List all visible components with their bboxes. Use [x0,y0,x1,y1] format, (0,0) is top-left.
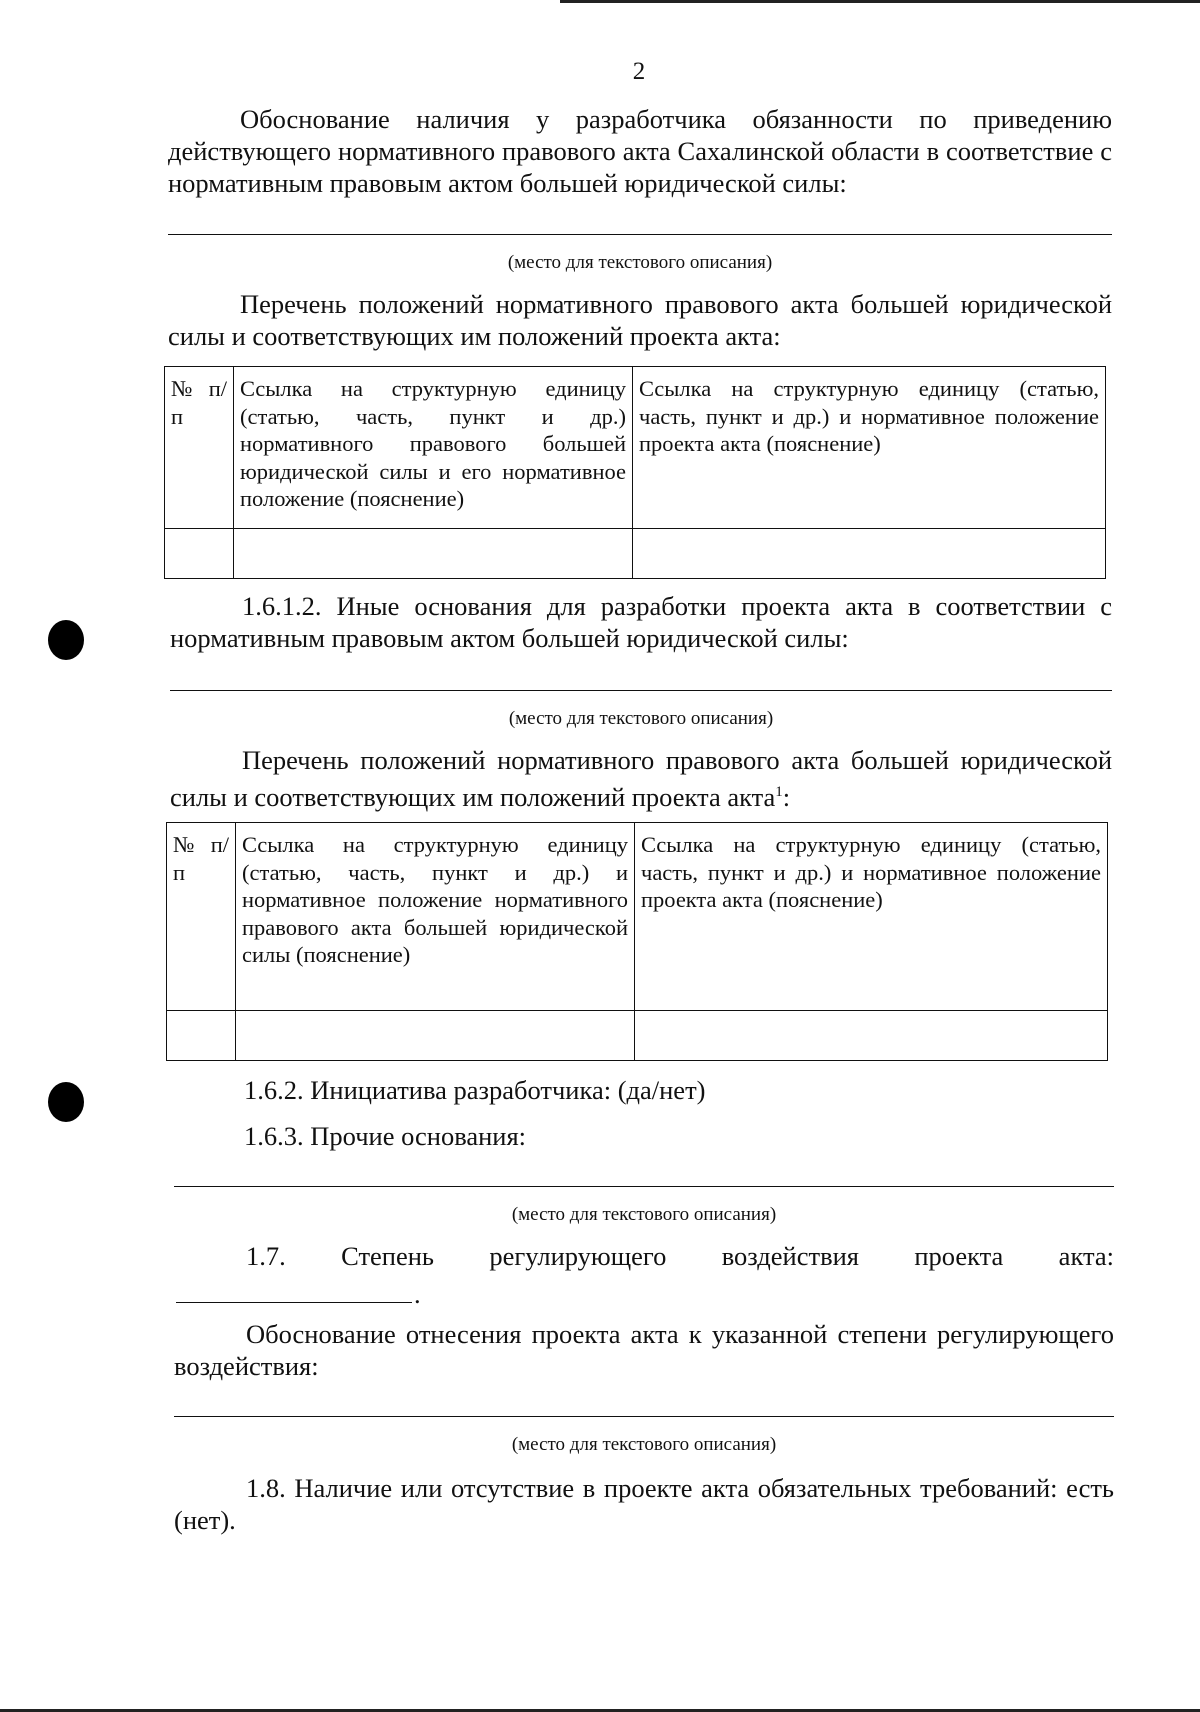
section-1-6-3-paragraph: 1.6.3. Прочие основания: [244,1121,527,1151]
provisions-table [166,822,1108,1061]
table-row [165,529,1106,579]
table-cell[interactable] [635,1011,1108,1061]
table-header-row [167,823,1108,1011]
table-header-cell: Ссылка на структурную единицу (статью, часть, пункт и др.) нормативного правового большей юридической силы и его нормативное положение (пояснение) [234,367,633,529]
table-cell[interactable] [633,529,1106,579]
table-header-cell: Ссылка на структурную единицу (статью, часть, пункт и др.) и нормативное положение проекта акта (пояснение) [635,823,1108,1011]
provisions-table [164,366,1106,579]
table-row [167,1011,1108,1061]
table-cell[interactable] [234,529,633,579]
table-header-cell: № п/п [167,823,236,1011]
degree-line-period: . [414,1279,421,1309]
punch-hole-icon [48,1082,84,1122]
list-intro-text: Перечень положений нормативного правового акта большей юридической силы и соответствующих им положений проекта акта [170,745,1112,812]
footnote-mark: 1 [775,784,783,800]
degree-justification-paragraph: Обоснование отнесения проекта акта к указанной степени регулирующего воздействия: [174,1319,1114,1381]
section-1-7-paragraph: 1.7. Степень регулирующего воздействия проекта акта: [246,1241,1114,1271]
table-header-cell: Ссылка на структурную единицу (статью, часть, пункт и др.) и нормативное положение нормативного правового акта большей юридической силы (пояснение) [236,823,635,1011]
table-header-row [165,367,1106,529]
table-header-cell: Ссылка на структурную единицу (статью, часть, пункт и др.) и нормативное положение проекта акта (пояснение) [633,367,1106,529]
text-placeholder-caption: (место для текстового описания) [508,708,774,729]
table-cell[interactable] [167,1011,236,1061]
page-number: 2 [632,58,646,85]
table-cell[interactable] [236,1011,635,1061]
degree-fill-line[interactable] [176,1302,412,1304]
text-placeholder-caption: (место для текстового описания) [511,1204,777,1225]
text-placeholder-caption: (место для текстового описания) [507,252,773,273]
text-fill-line[interactable] [170,690,1112,692]
table-header-cell: № п/п [165,367,234,529]
list-intro-suffix: : [782,781,791,812]
section-1-6-2-paragraph: 1.6.2. Инициатива разработчика: (да/нет) [244,1075,706,1105]
justification-paragraph: Обоснование наличия у разработчика обязанности по приведению действующего нормативного правового акта Сахалинской области в соответствие с нормативным правовым актом большей юридической силы: [168,104,1112,198]
list-intro-paragraph [170,744,1112,813]
text-fill-line[interactable] [168,234,1112,236]
punch-hole-icon [48,620,84,660]
table-cell[interactable] [165,529,234,579]
scan-edge-top [560,0,1200,3]
section-1-8-paragraph: 1.8. Наличие или отсутствие в проекте акта обязательных требований: есть (нет). [174,1473,1114,1535]
text-fill-line[interactable] [174,1416,1114,1418]
list-intro-paragraph: Перечень положений нормативного правового акта большей юридической силы и соответствующих им положений проекта акта: [168,289,1112,351]
text-fill-line[interactable] [174,1186,1114,1188]
section-1-6-1-2-paragraph: 1.6.1.2. Иные основания для разработки проекта акта в соответствии с нормативным правовым актом большей юридической силы: [170,591,1112,653]
text-placeholder-caption: (место для текстового описания) [511,1434,777,1455]
